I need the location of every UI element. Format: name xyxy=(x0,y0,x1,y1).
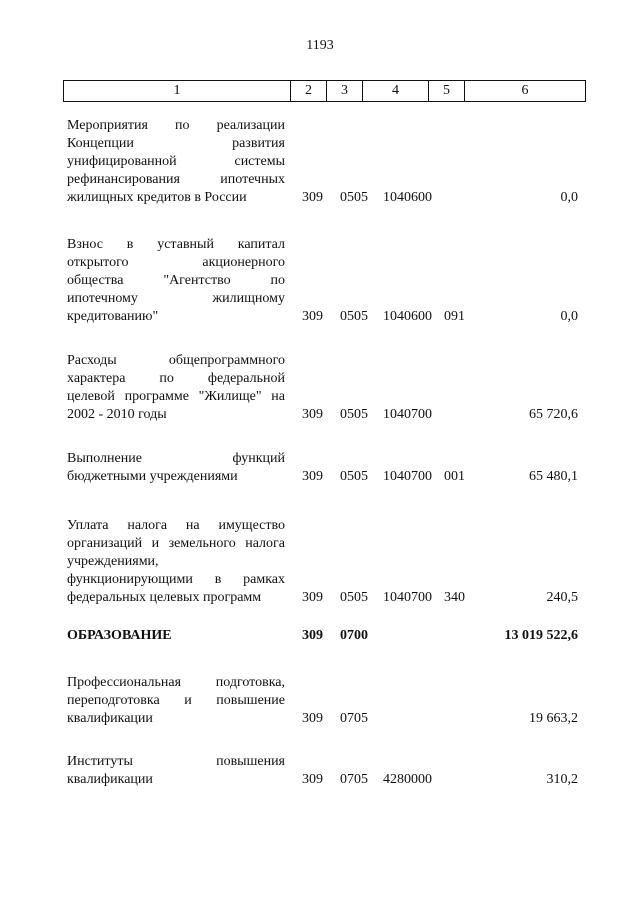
section-code: 0705 xyxy=(340,711,368,726)
description-line: Выполнение функций xyxy=(67,451,285,466)
row-description xyxy=(67,450,285,486)
amount: 310,2 xyxy=(546,772,578,787)
expense-type-code: 340 xyxy=(444,590,465,605)
target-article-code: 1040700 xyxy=(383,469,432,484)
target-article-code: 4280000 xyxy=(383,772,432,787)
row-description xyxy=(67,627,285,645)
target-article-code: 1040600 xyxy=(383,190,432,205)
section-code: 0705 xyxy=(340,772,368,787)
description-line: функционирующими в рамках xyxy=(67,572,285,587)
row-description xyxy=(67,236,285,326)
description-line: Уплата налога на имущество xyxy=(67,518,285,533)
amount: 65 480,1 xyxy=(529,469,578,484)
ministry-code: 309 xyxy=(302,309,323,324)
description-line: учреждениями, xyxy=(67,554,159,569)
column-header-2: 2 xyxy=(291,81,327,102)
expense-type-code: 001 xyxy=(444,469,465,484)
description-line: Концепции развития xyxy=(67,136,285,151)
ministry-code: 309 xyxy=(302,772,323,787)
description-line: характера по федеральной xyxy=(67,371,285,386)
amount: 19 663,2 xyxy=(529,711,578,726)
description-line: федеральных целевых программ xyxy=(67,590,262,605)
ministry-code: 309 xyxy=(302,407,323,422)
description-line: Расходы общепрограммного xyxy=(67,353,285,368)
column-header-6: 6 xyxy=(465,81,586,102)
ministry-code: 309 xyxy=(302,590,323,605)
description-line: рефинансирования ипотечных xyxy=(67,172,285,187)
column-header-5: 5 xyxy=(429,81,465,102)
description-line: Институты повышения xyxy=(67,754,285,769)
section-code: 0505 xyxy=(340,190,368,205)
ministry-code: 309 xyxy=(302,190,323,205)
amount: 13 019 522,6 xyxy=(504,628,578,643)
row-description xyxy=(67,117,285,207)
description-line: бюджетными учреждениями xyxy=(67,469,238,484)
description-line: Взнос в уставный капитал xyxy=(67,237,285,252)
target-article-code: 1040600 xyxy=(383,309,432,324)
description-line: Мероприятия по реализации xyxy=(67,118,285,133)
expense-type-code: 091 xyxy=(444,309,465,324)
ministry-code: 309 xyxy=(302,711,323,726)
column-header-row xyxy=(64,81,586,102)
section-code: 0700 xyxy=(340,628,368,643)
description-line: общества "Агентство по xyxy=(67,273,285,288)
amount: 0,0 xyxy=(560,190,578,205)
description-line: жилищных кредитов в России xyxy=(67,190,247,205)
target-article-code: 1040700 xyxy=(383,407,432,422)
section-code: 0505 xyxy=(340,309,368,324)
description-line: ипотечному жилищному xyxy=(67,291,285,306)
description-line: квалификации xyxy=(67,711,153,726)
description-line: переподготовка и повышение xyxy=(67,693,285,708)
row-description xyxy=(67,674,285,728)
section-code: 0505 xyxy=(340,590,368,605)
page-number: 1193 xyxy=(306,38,334,53)
description-line: 2002 - 2010 годы xyxy=(67,407,167,422)
column-header-4: 4 xyxy=(363,81,429,102)
target-article-code: 1040700 xyxy=(383,590,432,605)
amount: 65 720,6 xyxy=(529,407,578,422)
amount: 0,0 xyxy=(560,309,578,324)
section-code: 0505 xyxy=(340,407,368,422)
description-line: целевой программе "Жилище" на xyxy=(67,389,285,404)
ministry-code: 309 xyxy=(302,628,323,643)
row-description xyxy=(67,753,285,789)
column-header-table xyxy=(63,80,586,102)
row-description xyxy=(67,352,285,424)
row-description xyxy=(67,517,285,607)
column-header-1: 1 xyxy=(64,81,291,102)
amount: 240,5 xyxy=(546,590,578,605)
section-code: 0505 xyxy=(340,469,368,484)
ministry-code: 309 xyxy=(302,469,323,484)
column-header-3: 3 xyxy=(327,81,363,102)
section-title: ОБРАЗОВАНИЕ xyxy=(67,628,172,643)
description-line: кредитованию" xyxy=(67,309,159,324)
description-line: открытого акционерного xyxy=(67,255,285,270)
description-line: организаций и земельного налога xyxy=(67,536,285,551)
description-line: квалификации xyxy=(67,772,153,787)
description-line: унифицированной системы xyxy=(67,154,285,169)
description-line: Профессиональная подготовка, xyxy=(67,675,285,690)
